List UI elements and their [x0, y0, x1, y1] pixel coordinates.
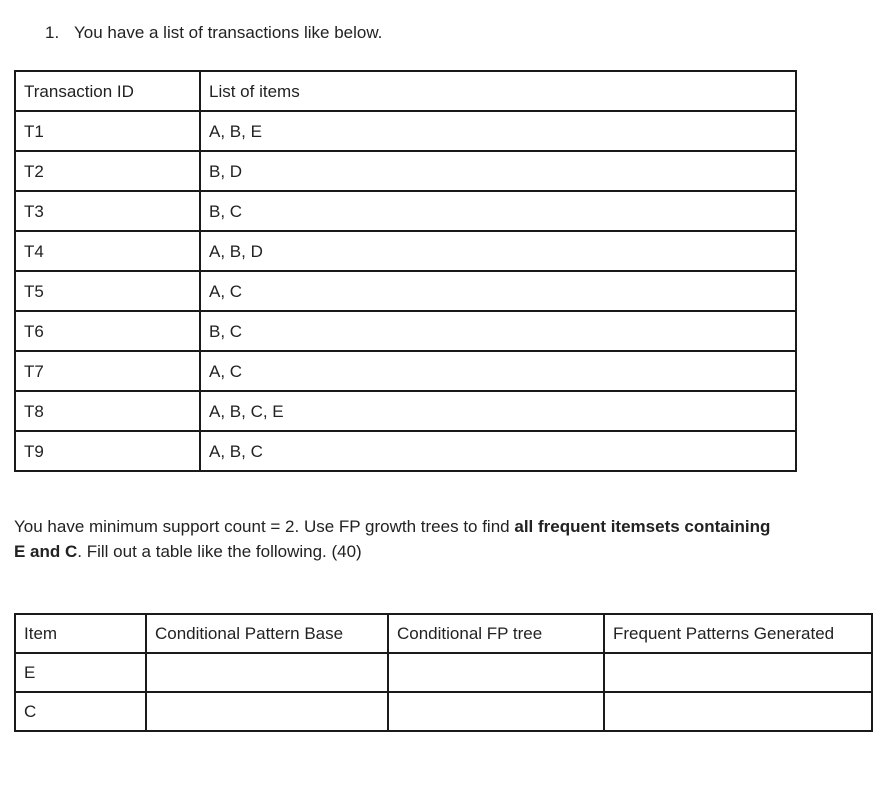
conditional-pattern-base-cell: [146, 692, 388, 731]
transaction-id-cell: T5: [15, 271, 200, 311]
items-cell: A, B, E: [200, 111, 796, 151]
question-heading: [45, 22, 382, 44]
table-row: [15, 391, 796, 431]
table-row: [15, 351, 796, 391]
item-cell: C: [15, 692, 146, 731]
conditional-fp-tree-cell: [388, 692, 604, 731]
item-cell: E: [15, 653, 146, 692]
items-cell: A, B, D: [200, 231, 796, 271]
table-header-row: [15, 614, 872, 653]
items-cell: A, B, C: [200, 431, 796, 471]
frequent-patterns-cell: [604, 692, 872, 731]
table-row: [15, 231, 796, 271]
transaction-id-cell: T8: [15, 391, 200, 431]
table-header-row: [15, 71, 796, 111]
items-cell: A, B, C, E: [200, 391, 796, 431]
table-row: [15, 191, 796, 231]
items-cell: B, D: [200, 151, 796, 191]
table-row: [15, 271, 796, 311]
transaction-id-cell: T3: [15, 191, 200, 231]
conditional-pattern-base-cell: [146, 653, 388, 692]
answer-table: [14, 613, 873, 732]
transaction-id-cell: T4: [15, 231, 200, 271]
instructions-bold-text: all frequent itemsets containing E and C: [14, 517, 771, 561]
instructions-text-1: You have minimum support count = 2. Use FP growth trees to find: [14, 517, 515, 536]
header-item: Item: [15, 614, 146, 653]
header-list-of-items: List of items: [200, 71, 796, 111]
conditional-fp-tree-cell: [388, 653, 604, 692]
question-text: You have a list of transactions like below.: [74, 23, 383, 42]
table-row: [15, 151, 796, 191]
header-conditional-fp-tree: Conditional FP tree: [388, 614, 604, 653]
header-frequent-patterns-generated: Frequent Patterns Generated: [604, 614, 872, 653]
header-conditional-pattern-base: Conditional Pattern Base: [146, 614, 388, 653]
transaction-id-cell: T7: [15, 351, 200, 391]
items-cell: B, C: [200, 311, 796, 351]
transaction-id-cell: T1: [15, 111, 200, 151]
transaction-id-cell: T6: [15, 311, 200, 351]
items-cell: A, C: [200, 271, 796, 311]
items-cell: A, C: [200, 351, 796, 391]
table-row: [15, 111, 796, 151]
items-cell: B, C: [200, 191, 796, 231]
table-row: [15, 431, 796, 471]
header-transaction-id: Transaction ID: [15, 71, 200, 111]
question-number: 1.: [45, 23, 60, 42]
table-row: [15, 692, 872, 731]
instructions-text-2: . Fill out a table like the following. (40): [77, 542, 362, 561]
instructions-paragraph: [14, 514, 774, 564]
frequent-patterns-cell: [604, 653, 872, 692]
transaction-id-cell: T9: [15, 431, 200, 471]
table-row: [15, 653, 872, 692]
table-row: [15, 311, 796, 351]
transactions-table: [14, 70, 797, 472]
transaction-id-cell: T2: [15, 151, 200, 191]
